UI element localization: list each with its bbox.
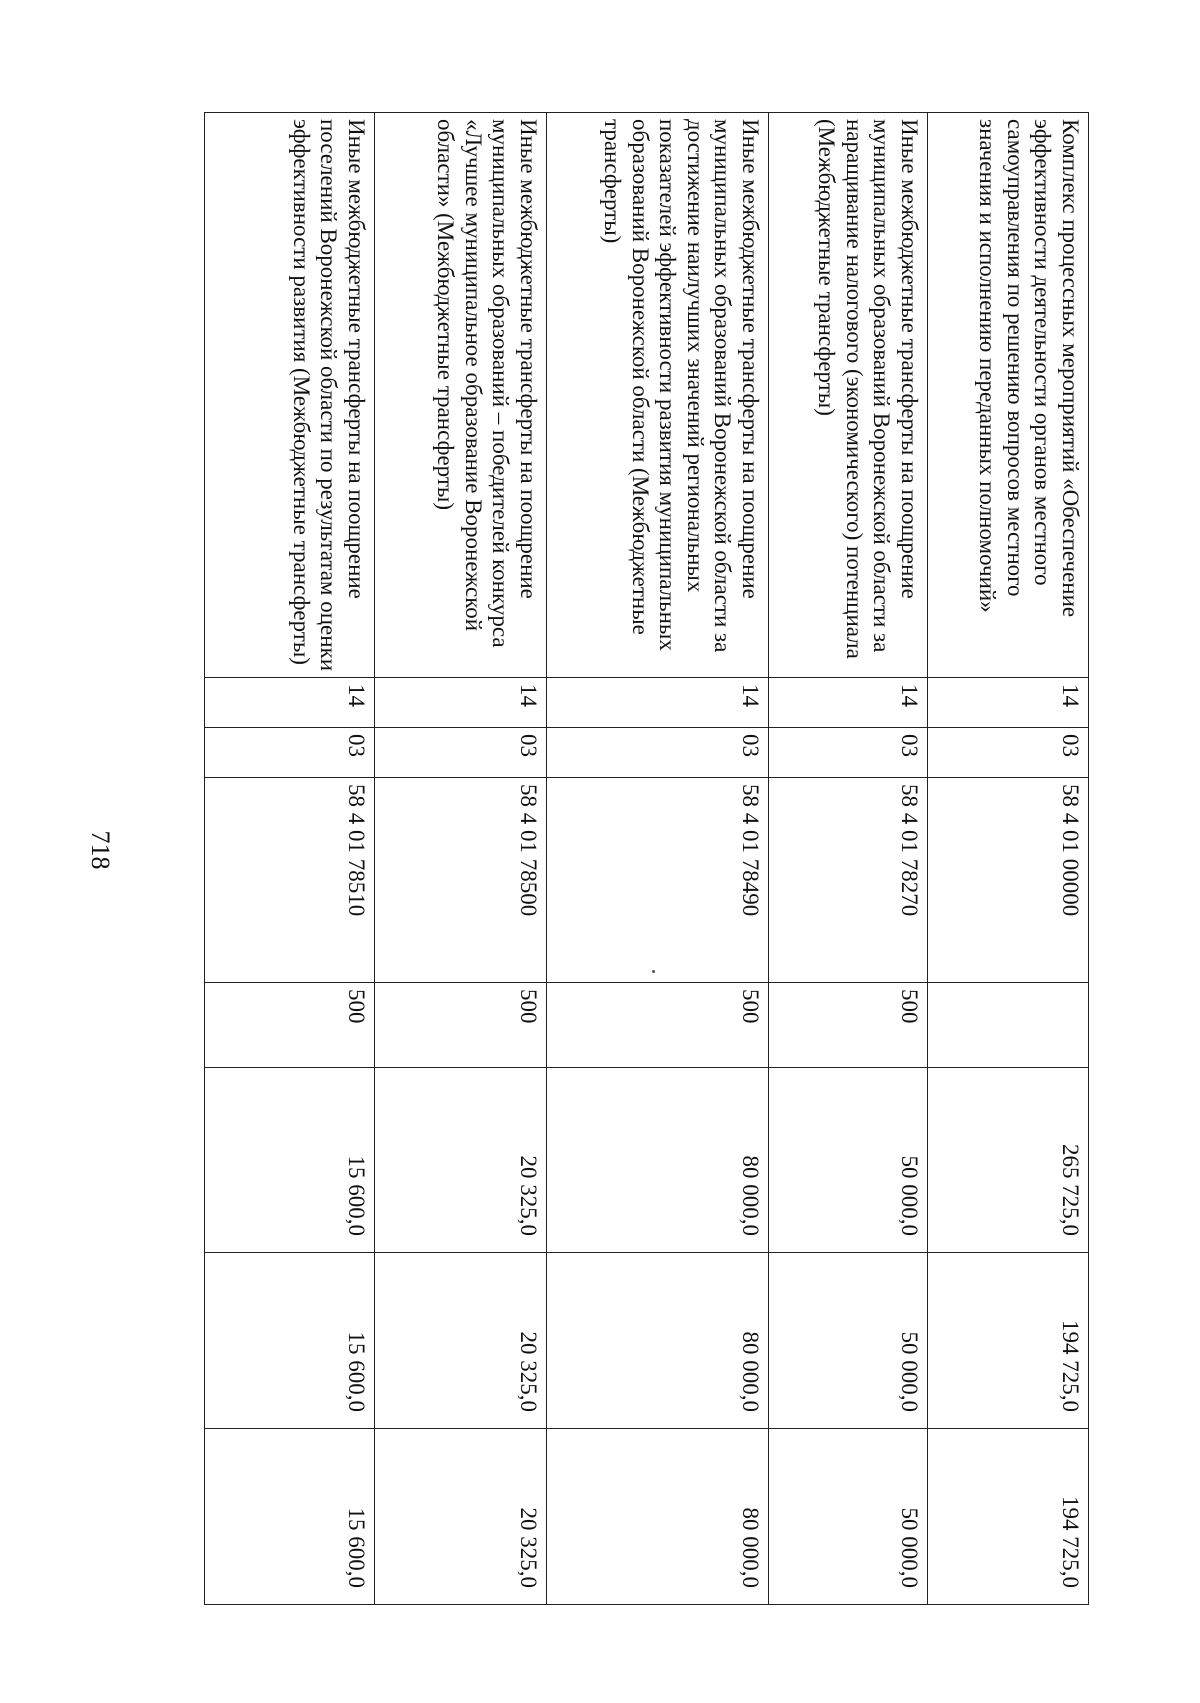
row-subsection: 03 bbox=[769, 728, 928, 778]
row-description: Иные межбюджетные трансферты на поощрение муниципальных образований Воронежской области за достижение наилучших значений региональных показателей эффективности развития муниципальных образований Воронежской области (Межбюджетные трансферты) bbox=[547, 113, 769, 678]
row-section: 14 bbox=[375, 678, 547, 728]
page-number: 718 bbox=[86, 830, 115, 870]
row-sum-3: 80 000,0 bbox=[547, 1429, 769, 1605]
stray-mark bbox=[652, 970, 655, 973]
row-description: Иные межбюджетные трансферты на поощрение муниципальных образований Воронежской области за наращивание налогового (экономического) потенциала (Межбюджетные трансферты) bbox=[769, 113, 928, 678]
row-sum-2: 194 725,0 bbox=[928, 1253, 1089, 1429]
rotated-table bbox=[205, 112, 1089, 1604]
row-section: 14 bbox=[769, 678, 928, 728]
row-expense-type bbox=[928, 983, 1089, 1068]
table-row bbox=[205, 113, 375, 1605]
row-subsection: 03 bbox=[205, 728, 375, 778]
row-sum-3: 50 000,0 bbox=[769, 1429, 928, 1605]
row-sum-2: 15 600,0 bbox=[205, 1253, 375, 1429]
row-sum-2: 20 325,0 bbox=[375, 1253, 547, 1429]
row-subsection: 03 bbox=[547, 728, 769, 778]
row-expense-type: 500 bbox=[547, 983, 769, 1068]
row-description: Комплекс процессных мероприятий «Обеспечение эффективности деятельности органов местного самоуправления по решению вопросов местного значения и исполнению переданных полномочий» bbox=[928, 113, 1089, 678]
row-description: Иные межбюджетные трансферты на поощрение поселений Воронежской области по результатам оценки эффективности развития (Межбюджетные трансферты) bbox=[205, 113, 375, 678]
row-expense-type: 500 bbox=[205, 983, 375, 1068]
row-sum-2: 80 000,0 bbox=[547, 1253, 769, 1429]
budget-table-container bbox=[205, 112, 1089, 1604]
row-expense-type: 500 bbox=[375, 983, 547, 1068]
table-row bbox=[547, 113, 769, 1605]
row-section: 14 bbox=[547, 678, 769, 728]
row-expense-type: 500 bbox=[769, 983, 928, 1068]
row-target-article: 58 4 01 78490 bbox=[547, 778, 769, 983]
row-sum-1: 80 000,0 bbox=[547, 1068, 769, 1253]
row-sum-3: 194 725,0 bbox=[928, 1429, 1089, 1605]
row-sum-3: 20 325,0 bbox=[375, 1429, 547, 1605]
row-sum-2: 50 000,0 bbox=[769, 1253, 928, 1429]
row-sum-1: 265 725,0 bbox=[928, 1068, 1089, 1253]
row-sum-3: 15 600,0 bbox=[205, 1429, 375, 1605]
table-row bbox=[769, 113, 928, 1605]
row-subsection: 03 bbox=[375, 728, 547, 778]
row-section: 14 bbox=[205, 678, 375, 728]
budget-table bbox=[204, 112, 1089, 1605]
row-subsection: 03 bbox=[928, 728, 1089, 778]
row-sum-1: 20 325,0 bbox=[375, 1068, 547, 1253]
row-sum-1: 50 000,0 bbox=[769, 1068, 928, 1253]
row-description: Иные межбюджетные трансферты на поощрение муниципальных образований – победителей конкурса «Лучшее муниципальное образование Воронежской области» (Межбюджетные трансферты) bbox=[375, 113, 547, 678]
table-row bbox=[375, 113, 547, 1605]
row-target-article: 58 4 01 78270 bbox=[769, 778, 928, 983]
row-sum-1: 15 600,0 bbox=[205, 1068, 375, 1253]
row-section: 14 bbox=[928, 678, 1089, 728]
row-target-article: 58 4 01 78510 bbox=[205, 778, 375, 983]
row-target-article: 58 4 01 00000 bbox=[928, 778, 1089, 983]
row-target-article: 58 4 01 78500 bbox=[375, 778, 547, 983]
table-row bbox=[928, 113, 1089, 1605]
